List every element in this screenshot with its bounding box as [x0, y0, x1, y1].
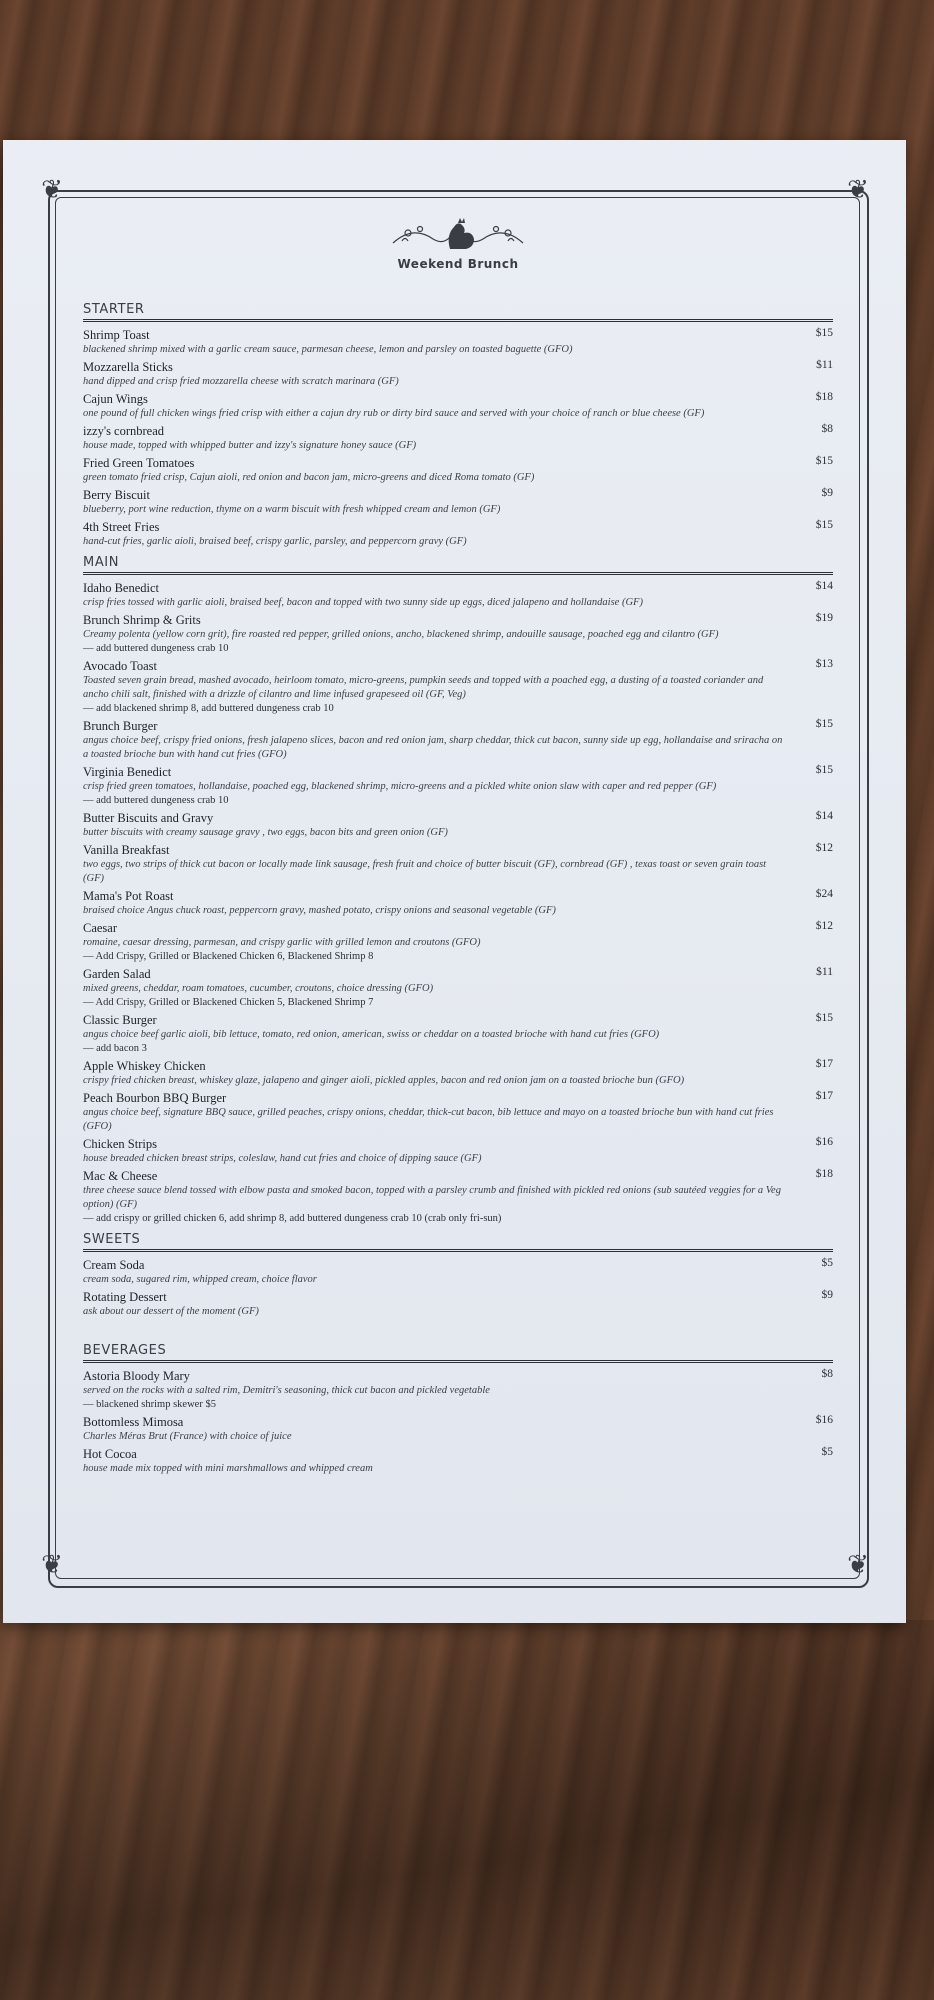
item-price: $5	[821, 1257, 833, 1269]
item-name: izzy's cornbread	[83, 424, 165, 438]
item-name: Vanilla Breakfast	[83, 843, 170, 857]
item-description: hand-cut fries, garlic aioli, braised beef, crispy garlic, parsley, and peppercorn gravy (GF)	[83, 536, 467, 547]
item-price: $15	[815, 1012, 833, 1024]
item-name: Bottomless Mimosa	[83, 1415, 184, 1429]
item-name: Caesar	[83, 921, 118, 935]
menu-item	[83, 658, 833, 716]
floral-corner-icon: ❦	[847, 1550, 869, 1579]
menu-item	[83, 391, 833, 421]
section-beverages	[83, 1343, 833, 1476]
menu-item	[83, 519, 833, 549]
item-name: Idaho Benedict	[83, 581, 160, 595]
menu-item	[83, 1414, 833, 1444]
item-addon: — add buttered dungeness crab 10	[83, 795, 229, 806]
section-sweets	[83, 1232, 833, 1319]
item-description: two eggs, two strips of thick cut bacon or locally made link sausage, fresh fruit and choice of butter biscuit (GF), cornbread (GF) , texas toast or seven grain toast (GF)	[83, 859, 767, 884]
item-description: mixed greens, cheddar, roam tomatoes, cucumber, croutons, choice dressing (GFO)	[83, 983, 434, 994]
menu-item	[83, 842, 833, 886]
item-description: braised choice Angus chuck roast, peppercorn gravy, mashed potato, crispy onions and seasonal vegetable (GF)	[83, 905, 556, 916]
item-price: $16	[815, 1414, 833, 1426]
item-description: blackened shrimp mixed with a garlic cream sauce, parmesan cheese, lemon and parsley on toasted baguette (GFO)	[83, 344, 573, 355]
item-description: angus choice beef garlic aioli, bib lettuce, tomato, red onion, american, swiss or cheddar on a toasted brioche with hand cut fries (GFO)	[83, 1029, 660, 1040]
item-description: angus choice beef, signature BBQ sauce, grilled peaches, crispy onions, cheddar, thick-cut bacon, bib lettuce and mayo on a toasted brioche bun with hand cut fries (GFO)	[83, 1107, 774, 1132]
item-name: Classic Burger	[83, 1013, 157, 1027]
item-name: Chicken Strips	[83, 1137, 157, 1151]
item-addon: — blackened shrimp skewer $5	[83, 1399, 216, 1410]
menu-item	[83, 612, 833, 656]
item-description: romaine, caesar dressing, parmesan, and crispy garlic with grilled lemon and croutons (GFO)	[83, 937, 481, 948]
item-price: $15	[815, 327, 833, 339]
item-description: crispy fried chicken breast, whiskey glaze, jalapeno and ginger aioli, pickled apples, bacon and red onion jam on a toasted brioche bun (GFO)	[83, 1075, 685, 1086]
item-price: $14	[815, 810, 833, 822]
menu-item	[83, 920, 833, 964]
item-addon: — add buttered dungeness crab 10	[83, 643, 229, 654]
menu-item	[83, 1257, 833, 1287]
item-addon: — Add Crispy, Grilled or Blackened Chicken 6, Blackened Shrimp 8	[83, 951, 374, 962]
item-price: $11	[816, 359, 833, 371]
item-description: blueberry, port wine reduction, thyme on a warm biscuit with fresh whipped cream and lemon (GF)	[83, 504, 501, 515]
item-name: Brunch Burger	[83, 719, 158, 733]
item-description: ask about our dessert of the moment (GF)	[83, 1306, 259, 1317]
item-price: $12	[815, 842, 833, 854]
item-description: hand dipped and crisp fried mozzarella cheese with scratch marinara (GF)	[83, 376, 399, 387]
menu-item	[83, 888, 833, 918]
menu-item	[83, 1012, 833, 1056]
item-price: $17	[815, 1090, 833, 1102]
item-description: cream soda, sugared rim, whipped cream, choice flavor	[83, 1274, 317, 1285]
table-shadow	[0, 1620, 934, 2000]
item-name: Garden Salad	[83, 967, 151, 981]
item-description: butter biscuits with creamy sausage gravy , two eggs, bacon bits and green onion (GF)	[83, 827, 448, 838]
item-name: 4th Street Fries	[83, 520, 160, 534]
item-price: $13	[815, 658, 833, 670]
item-name: Peach Bourbon BBQ Burger	[83, 1091, 227, 1105]
item-price: $15	[815, 519, 833, 531]
item-price: $15	[815, 455, 833, 467]
menu-item	[83, 1368, 833, 1412]
menu-item	[83, 1168, 833, 1226]
item-description: one pound of full chicken wings fried crisp with either a cajun dry rub or dirty bird sauce and served with your choice of ranch or blue cheese (GF)	[83, 408, 705, 419]
item-description: Creamy polenta (yellow corn grit), fire roasted red pepper, grilled onions, ancho, blackened shrimp, andouille sausage, poached egg and cilantro (GF)	[83, 629, 719, 640]
item-description: green tomato fried crisp, Cajun aioli, red onion and bacon jam, micro-greens and diced Roma tomato (GF)	[83, 472, 535, 483]
menu-paper	[3, 140, 906, 1623]
item-name: Astoria Bloody Mary	[83, 1369, 190, 1383]
item-name: Rotating Dessert	[83, 1290, 167, 1304]
floral-corner-icon: ❦	[41, 175, 63, 204]
item-price: $19	[815, 612, 833, 624]
item-price: $12	[815, 920, 833, 932]
menu-item	[83, 487, 833, 517]
item-price: $14	[815, 580, 833, 592]
item-price: $11	[816, 966, 833, 978]
item-description: three cheese sauce blend tossed with elbow pasta and smoked bacon, topped with a parsley crumb and finished with pickled red onions (sub sautéed veggies for a Veg option) (GF)	[83, 1185, 781, 1210]
item-addon: — Add Crispy, Grilled or Blackened Chicken 5, Blackened Shrimp 7	[83, 997, 374, 1008]
menu-item	[83, 359, 833, 389]
item-description: house made mix topped with mini marshmallows and whipped cream	[83, 1463, 373, 1474]
item-price: $16	[815, 1136, 833, 1148]
item-price: $15	[815, 764, 833, 776]
item-description: crisp fried green tomatoes, hollandaise, poached egg, blackened shrimp, micro-greens and a pickled white onion slaw with caper and red pepper (GF)	[83, 781, 717, 792]
floral-corner-icon: ❦	[41, 1550, 63, 1579]
menu-title: Weekend Brunch	[397, 257, 519, 271]
item-description: house breaded chicken breast strips, coleslaw, hand cut fries and choice of dipping sauce (GF)	[83, 1153, 482, 1164]
menu-item	[83, 764, 833, 808]
item-price: $8	[821, 1368, 833, 1380]
item-addon: — add blackened shrimp 8, add buttered dungeness crab 10	[83, 703, 334, 714]
item-price: $9	[821, 487, 833, 499]
item-price: $9	[821, 1289, 833, 1301]
item-name: Mac & Cheese	[83, 1169, 158, 1183]
section-main	[83, 555, 833, 1226]
item-price: $24	[815, 888, 833, 900]
item-name: Berry Biscuit	[83, 488, 151, 502]
item-name: Virginia Benedict	[83, 765, 172, 779]
section-title: SWEETS	[83, 1232, 833, 1252]
item-name: Mama's Pot Roast	[83, 889, 174, 903]
item-price: $18	[815, 1168, 833, 1180]
item-description: angus choice beef, crispy fried onions, fresh jalapeno slices, bacon and red onion jam, sharp cheddar, thick cut bacon, sunny side up egg, hollandaise and sriracha on a toasted brioche bun with hand cut fries (GFO)	[83, 735, 783, 760]
item-description: Charles Méras Brut (France) with choice of juice	[83, 1431, 292, 1442]
menu-item	[83, 810, 833, 840]
item-name: Butter Biscuits and Gravy	[83, 811, 214, 825]
menu-item	[83, 718, 833, 762]
item-description: crisp fries tossed with garlic aioli, braised beef, bacon and topped with two sunny side up eggs, diced jalapeno and hollandaise (GF)	[83, 597, 643, 608]
item-name: Avocado Toast	[83, 659, 157, 673]
menu-item	[83, 1289, 833, 1319]
menu-logo	[383, 215, 533, 271]
menu-item	[83, 455, 833, 485]
item-description: house made, topped with whipped butter and izzy's signature honey sauce (GF)	[83, 440, 417, 451]
item-price: $5	[821, 1446, 833, 1458]
menu-item	[83, 1136, 833, 1166]
item-price: $18	[815, 391, 833, 403]
item-addon: — add bacon 3	[83, 1043, 147, 1054]
menu-content	[83, 302, 833, 1478]
item-description: served on the rocks with a salted rim, Demitri's seasoning, thick cut bacon and pickled vegetable	[83, 1385, 490, 1396]
item-name: Hot Cocoa	[83, 1447, 137, 1461]
section-starter	[83, 302, 833, 549]
section-title: STARTER	[83, 302, 833, 322]
menu-item	[83, 327, 833, 357]
section-title: MAIN	[83, 555, 833, 575]
item-name: Shrimp Toast	[83, 328, 150, 342]
rooster-floral-icon	[388, 215, 528, 255]
menu-item	[83, 1090, 833, 1134]
item-name: Cajun Wings	[83, 392, 148, 406]
item-description: Toasted seven grain bread, mashed avocado, heirloom tomato, micro-greens, pumpkin seeds and topped with a poached egg, a dusting of a toasted coriander and ancho chili salt, finished with a drizzle of cilantro and lime infused grapeseed oil (GF, Veg)	[83, 675, 764, 700]
menu-item	[83, 580, 833, 610]
item-name: Brunch Shrimp & Grits	[83, 613, 201, 627]
menu-item	[83, 1058, 833, 1088]
item-addon: — add crispy or grilled chicken 6, add shrimp 8, add buttered dungeness crab 10 (crab only fri-sun)	[83, 1213, 502, 1224]
item-name: Mozzarella Sticks	[83, 360, 173, 374]
menu-item	[83, 1446, 833, 1476]
section-title: BEVERAGES	[83, 1343, 833, 1363]
item-name: Cream Soda	[83, 1258, 145, 1272]
item-name: Fried Green Tomatoes	[83, 456, 195, 470]
item-name: Apple Whiskey Chicken	[83, 1059, 206, 1073]
item-price: $8	[821, 423, 833, 435]
menu-item	[83, 423, 833, 453]
floral-corner-icon: ❦	[847, 175, 869, 204]
menu-item	[83, 966, 833, 1010]
item-price: $17	[815, 1058, 833, 1070]
item-price: $15	[815, 718, 833, 730]
